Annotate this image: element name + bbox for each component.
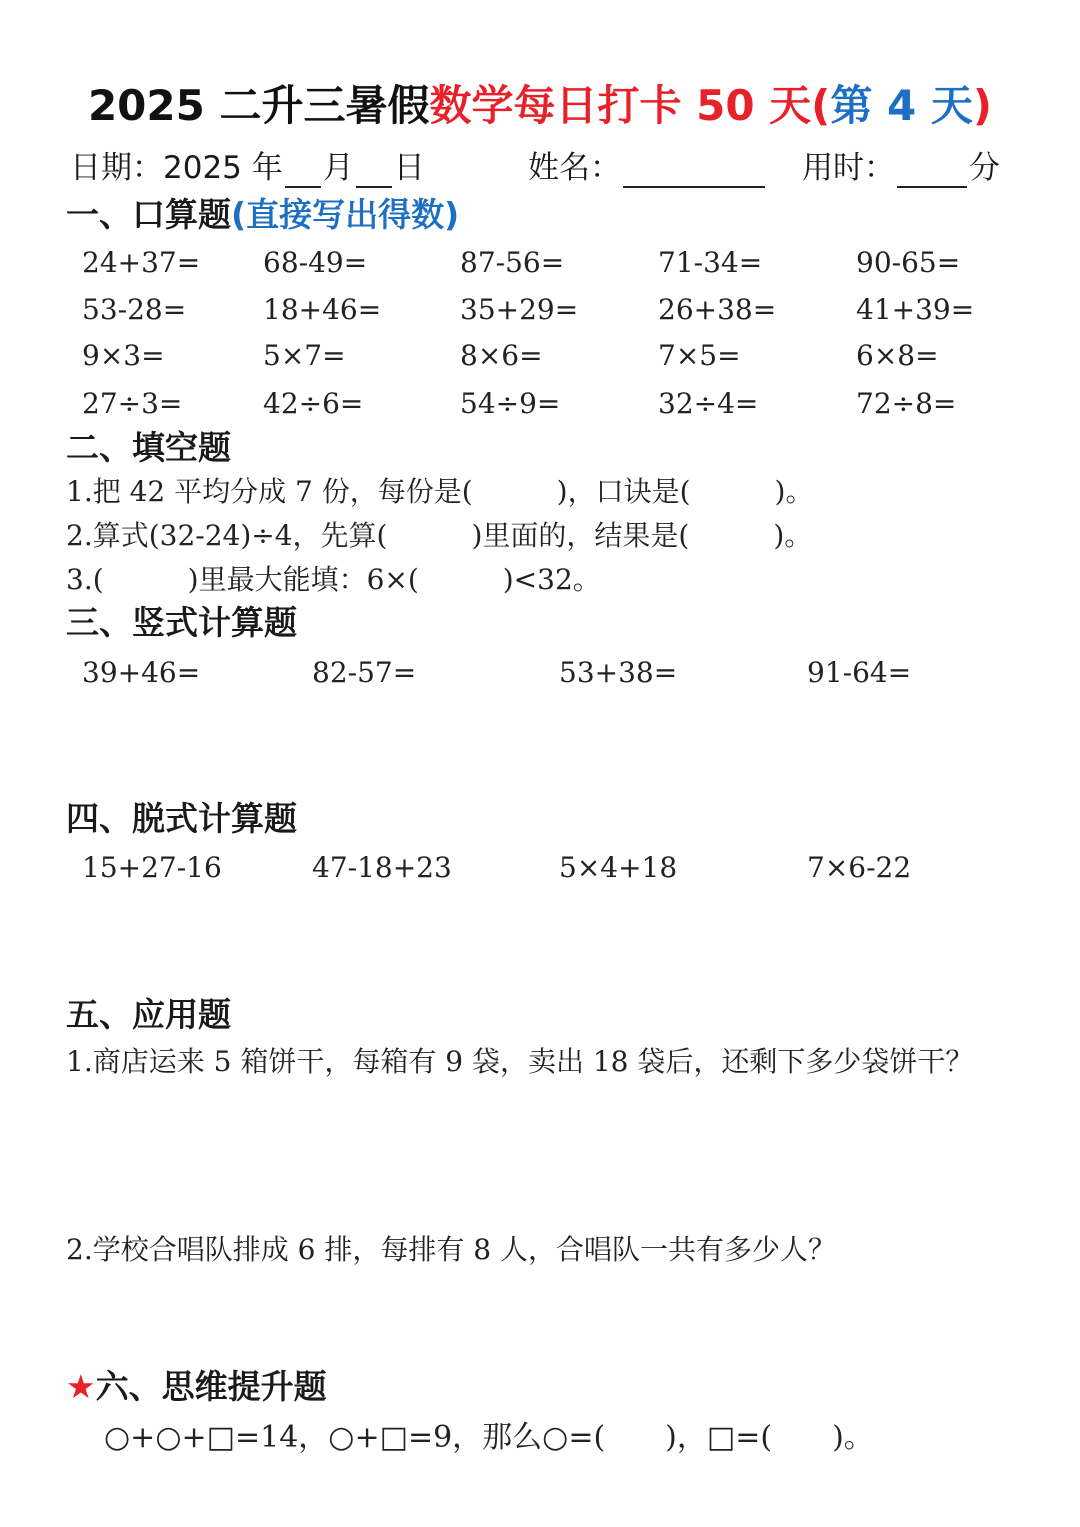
name-label: 姓名： (528, 150, 621, 186)
section6-header (66, 1366, 327, 1408)
oral-calc: 41+39= (856, 293, 975, 326)
name-blank[interactable] (623, 154, 765, 188)
oral-calc: 53-28= (82, 293, 187, 326)
oral-calc: 5×7= (263, 339, 346, 372)
oral-calc: 42÷6= (263, 387, 364, 420)
oral-calc: 9×3= (82, 339, 165, 372)
section1-header (66, 194, 459, 236)
oral-calc: 32÷4= (658, 387, 759, 420)
day-blank[interactable] (356, 154, 392, 188)
name-field (528, 148, 767, 188)
stepwise-calc: 47-18+23 (312, 851, 452, 884)
month-blank[interactable] (285, 154, 321, 188)
thinking-problem: ○+○+□=14，○+□=9，那么○=( )，□=( )。 (104, 1420, 874, 1455)
day-label: 日 (393, 150, 425, 186)
oral-calc: 87-56= (460, 246, 565, 279)
title-day: 第 4 天 (830, 81, 973, 130)
stepwise-calc: 7×6-22 (807, 851, 912, 884)
star-icon: ★ (66, 1367, 96, 1406)
time-label: 用时： (802, 150, 895, 186)
stepwise-calc: 5×4+18 (559, 851, 678, 884)
oral-calc: 8×6= (460, 339, 543, 372)
section4-header: 四、脱式计算题 (66, 799, 297, 838)
fill-blank-item: 3.( )里最大能填：6×( )<32。 (66, 563, 601, 596)
time-field (802, 148, 1000, 188)
oral-calc: 68-49= (263, 246, 368, 279)
stepwise-calc: 15+27-16 (82, 851, 222, 884)
minute-label: 分 (969, 150, 1000, 186)
page-title (0, 78, 1080, 134)
word-problem: 2.学校合唱队排成 6 排，每排有 8 人，合唱队一共有多少人？ (66, 1233, 836, 1266)
vertical-calc: 91-64= (807, 656, 912, 689)
vertical-calc: 53+38= (559, 656, 678, 689)
oral-calc: 54÷9= (460, 387, 561, 420)
oral-calc: 72÷8= (856, 387, 957, 420)
section3-header: 三、竖式计算题 (66, 603, 297, 642)
section5-header: 五、应用题 (66, 995, 231, 1034)
info-line (70, 148, 425, 188)
date-label: 日期：2025 年 (70, 150, 283, 186)
section6-title: 六、思维提升题 (95, 1367, 327, 1406)
month-label: 月 (322, 150, 354, 186)
time-blank[interactable] (897, 154, 967, 188)
oral-calc: 35+29= (460, 293, 579, 326)
oral-calc: 26+38= (658, 293, 777, 326)
title-paren-open: ( (811, 81, 831, 130)
vertical-calc: 82-57= (312, 656, 417, 689)
fill-blank-item: 1.把 42 平均分成 7 份，每份是( )，口诀是( )。 (66, 475, 814, 508)
title-grade: 2025 二升三暑假 (87, 81, 430, 130)
title-paren-close: ) (972, 81, 993, 130)
fill-blank-item: 2.算式(32-24)÷4，先算( )里面的，结果是( )。 (66, 519, 813, 552)
vertical-calc: 39+46= (82, 656, 201, 689)
section1-note: (直接写出得数) (231, 195, 460, 234)
section1-title: 一、口算题 (66, 195, 231, 234)
section2-header: 二、填空题 (66, 428, 231, 467)
oral-calc: 71-34= (658, 246, 763, 279)
oral-calc: 90-65= (856, 246, 961, 279)
oral-calc: 18+46= (263, 293, 382, 326)
oral-calc: 27÷3= (82, 387, 183, 420)
oral-calc: 6×8= (856, 339, 939, 372)
oral-calc: 7×5= (658, 339, 741, 372)
oral-calc: 24+37= (82, 246, 201, 279)
word-problem: 1.商店运来 5 箱饼干，每箱有 9 袋，卖出 18 袋后，还剩下多少袋饼干？ (66, 1045, 974, 1078)
title-main: 数学每日打卡 50 天 (429, 81, 812, 130)
